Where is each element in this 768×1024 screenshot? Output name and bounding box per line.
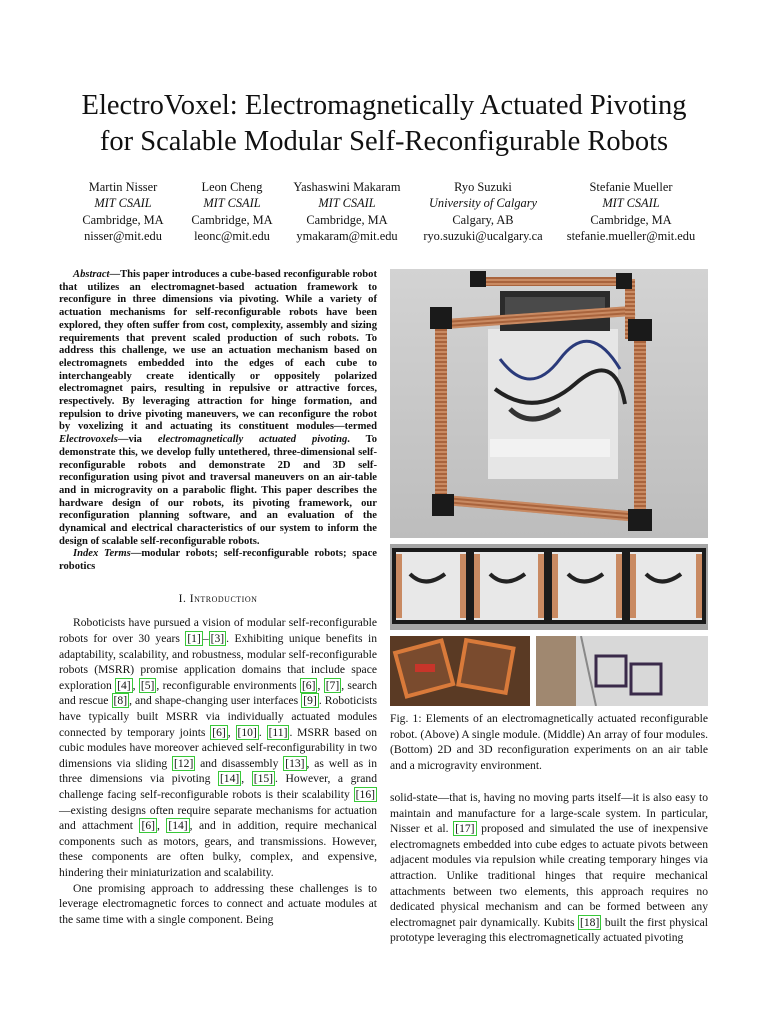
author-name: Ryo Suzuki bbox=[454, 180, 512, 194]
author-email: ymakaram@mit.edu bbox=[296, 229, 398, 244]
citation-link[interactable]: [16] bbox=[355, 788, 375, 801]
body-text: , bbox=[317, 678, 324, 692]
intro-paragraph-1 bbox=[59, 615, 377, 880]
figure-single-module-photo bbox=[390, 269, 708, 538]
author-location: Cambridge, MA bbox=[306, 212, 388, 227]
citation-link[interactable]: [8] bbox=[113, 694, 128, 708]
author-block bbox=[177, 179, 287, 245]
body-text: , reconfigurable environments bbox=[156, 678, 300, 692]
body-text: , bbox=[227, 725, 236, 739]
author-email: nisser@mit.edu bbox=[84, 229, 162, 244]
abstract: Abstract—This paper introduces a cube-based reconfigurable robot that utilizes an electromagnet-based actuation framework to reconfigure in three dimensions via pivoting. While a variety of actuation mechanisms for self-reconfigurable robots have been explored, they often suffer from cost, complexity, assembly and sizing requirements that prevent scaled production of such robots. To address this challenge, we use an actuation mechanism based on electromagnets embedded into the edges of each cube to interchangeably create identically or oppositely polarized electromagnet pairs, resulting in repulsive or attractive forces, respectively. By leveraging attraction for hinge formation, and repulsion to drive pivoting maneuvers, we can reconfigure the robot by voxelizing it and actuating its constituent modules—termed Electrovoxels—via electromagnetically actuated pivoting. To demonstrate this, we develop fully untethered, three-dimensional self-reconfigurable robots and demonstrate 2D and 3D self-reconfiguration using pivot and traversal maneuvers on an air-table and in microgravity on a parabolic flight. This paper describes the hardware design of our robots, its pivoting framework, our reconfiguration planning software, and an evaluation of the dynamical and electrical characteristics of our system to inform the design of scalable self-reconfigurable robots. bbox=[59, 269, 377, 547]
citation-link[interactable]: [6] bbox=[141, 819, 155, 833]
figure-airtable-reconfiguration-photo bbox=[390, 636, 530, 706]
body-text: . However, a grand challenge facing self-reconfigurable robots is their scalability bbox=[59, 772, 377, 801]
figure-caption: Fig. 1: Elements of an electromagnetically actuated reconfigurable robot. (Above) A single module. (Middle) An array of four modules. (Bottom) 2D and 3D reconfiguration experiments on an air table and a microgravity environment. bbox=[390, 712, 708, 772]
citation-link[interactable]: [18] bbox=[580, 915, 600, 929]
body-text: and disassembly bbox=[195, 756, 284, 770]
left-column bbox=[59, 269, 377, 927]
citation-link[interactable]: [14] bbox=[219, 772, 240, 786]
author-name: Yashaswini Makaram bbox=[293, 180, 401, 194]
citation-link[interactable]: [6] bbox=[212, 725, 226, 739]
section-heading: I. Introduction bbox=[178, 591, 258, 605]
body-text: , and in addition, require mechanical components such as motors, gears, and transmissions. However, these components are often bulky, complex, and expensive, hindering their miniaturization and scalability. bbox=[59, 819, 378, 879]
citation-link[interactable]: [17] bbox=[455, 822, 475, 836]
body-text: . Roboticists have typically built MSRR via individually actuated modules connected by temporary joints bbox=[59, 694, 377, 739]
intro-paragraph-2: One promising approach to addressing these challenges is to leverage electromagnetic forces to connect and actuate modules at the same time with a single component. Being bbox=[59, 881, 377, 926]
paper-title bbox=[40, 88, 728, 160]
figure-microgravity-reconfiguration-photo bbox=[536, 636, 708, 706]
body-text: built the first physical prototype leveraging this electromagnetically actuated pivoting bbox=[390, 915, 708, 945]
index-terms-label: Index Terms bbox=[73, 548, 131, 560]
body-text: proposed and simulated the use of inexpensive electromagnets embedded into cube edges to actuate pivots between adjacent modules via repulsion while creating temporary hinges via attraction. Unlike traditional hinges that require mechanical attachments between two elements, this approach requires no dedicated physical mechanism and can be formed between any electromagnet pair dynamically. Kubits bbox=[390, 822, 709, 929]
author-block bbox=[282, 179, 412, 245]
body-text: . MSRR based on cubic modules have moreover achieved self-reconfigurability in two dimensions via sliding bbox=[59, 725, 378, 770]
body-text: solid-state—that is, having no moving parts itself—it is also easy to maintain and manufacture for a large-scale system. In particular, Nisser et al. bbox=[390, 791, 708, 836]
citation-link[interactable]: [1] bbox=[187, 632, 201, 646]
author-location: Cambridge, MA bbox=[191, 212, 273, 227]
abstract-label: Abstract bbox=[73, 269, 110, 280]
citation-link[interactable]: [14] bbox=[168, 819, 188, 833]
body-text: , bbox=[132, 678, 139, 692]
author-affiliation: MIT CSAIL bbox=[318, 196, 376, 211]
citation-link[interactable]: [4] bbox=[117, 678, 131, 692]
citation-link[interactable]: [13] bbox=[285, 756, 305, 770]
title-line-2: for Scalable Modular Self-Reconfigurable Robots bbox=[99, 126, 669, 157]
index-terms: Index Terms—modular robots; self-reconfigurable robots; space robotics bbox=[59, 548, 377, 573]
body-text: , search and rescue bbox=[59, 678, 378, 708]
author-email: ryo.suzuki@ucalgary.ca bbox=[423, 229, 543, 244]
citation-link[interactable]: [6] bbox=[301, 678, 316, 692]
citation-link[interactable]: [5] bbox=[140, 678, 155, 692]
author-block bbox=[414, 179, 552, 245]
author-block bbox=[68, 179, 178, 245]
citation-link[interactable]: [15] bbox=[253, 772, 274, 786]
citation-link[interactable]: [12] bbox=[174, 756, 194, 770]
author-location: Calgary, AB bbox=[452, 212, 514, 227]
author-block bbox=[556, 179, 706, 245]
body-text: , as well as in three dimensions via pivoting bbox=[59, 756, 377, 786]
title-line-1: ElectroVoxel: Electromagnetically Actuated Pivoting bbox=[81, 90, 687, 121]
author-location: Cambridge, MA bbox=[82, 212, 164, 227]
body-text: Roboticists have pursued a vision of modular self-reconfigurable robots for over 30 years bbox=[59, 616, 377, 646]
author-affiliation: University of Calgary bbox=[428, 196, 538, 211]
author-name: Martin Nisser bbox=[88, 180, 158, 194]
author-name: Stefanie Mueller bbox=[589, 180, 673, 194]
author-affiliation: MIT CSAIL bbox=[94, 196, 152, 211]
body-text: , bbox=[241, 772, 252, 786]
body-text: —existing designs often require separate mechanisms for actuation and attachment bbox=[59, 803, 377, 833]
author-name: Leon Cheng bbox=[201, 180, 263, 194]
author-email: stefanie.mueller@mit.edu bbox=[566, 229, 696, 244]
citation-link[interactable]: [10] bbox=[237, 725, 257, 739]
body-text: . bbox=[258, 725, 267, 739]
author-affiliation: MIT CSAIL bbox=[203, 196, 261, 211]
body-text: – bbox=[202, 632, 209, 646]
body-text: , and shape-changing user interfaces bbox=[129, 694, 302, 708]
author-affiliation: MIT CSAIL bbox=[602, 196, 660, 211]
figure-four-module-array-photo bbox=[390, 544, 708, 630]
author-email: leonc@mit.edu bbox=[194, 229, 270, 244]
citation-link[interactable]: [9] bbox=[303, 694, 317, 708]
right-column-body bbox=[390, 790, 708, 946]
body-text: . Exhibiting unique benefits in adaptability, scalability, and robustness, modular self-reconfigurable robots (MSRR) promise application domains that include space exploration bbox=[59, 632, 378, 692]
citation-link[interactable]: [7] bbox=[325, 678, 340, 692]
author-location: Cambridge, MA bbox=[590, 212, 672, 227]
body-text: , bbox=[157, 819, 167, 833]
citation-link[interactable]: [3] bbox=[210, 632, 225, 646]
citation-link[interactable]: [11] bbox=[268, 725, 288, 739]
